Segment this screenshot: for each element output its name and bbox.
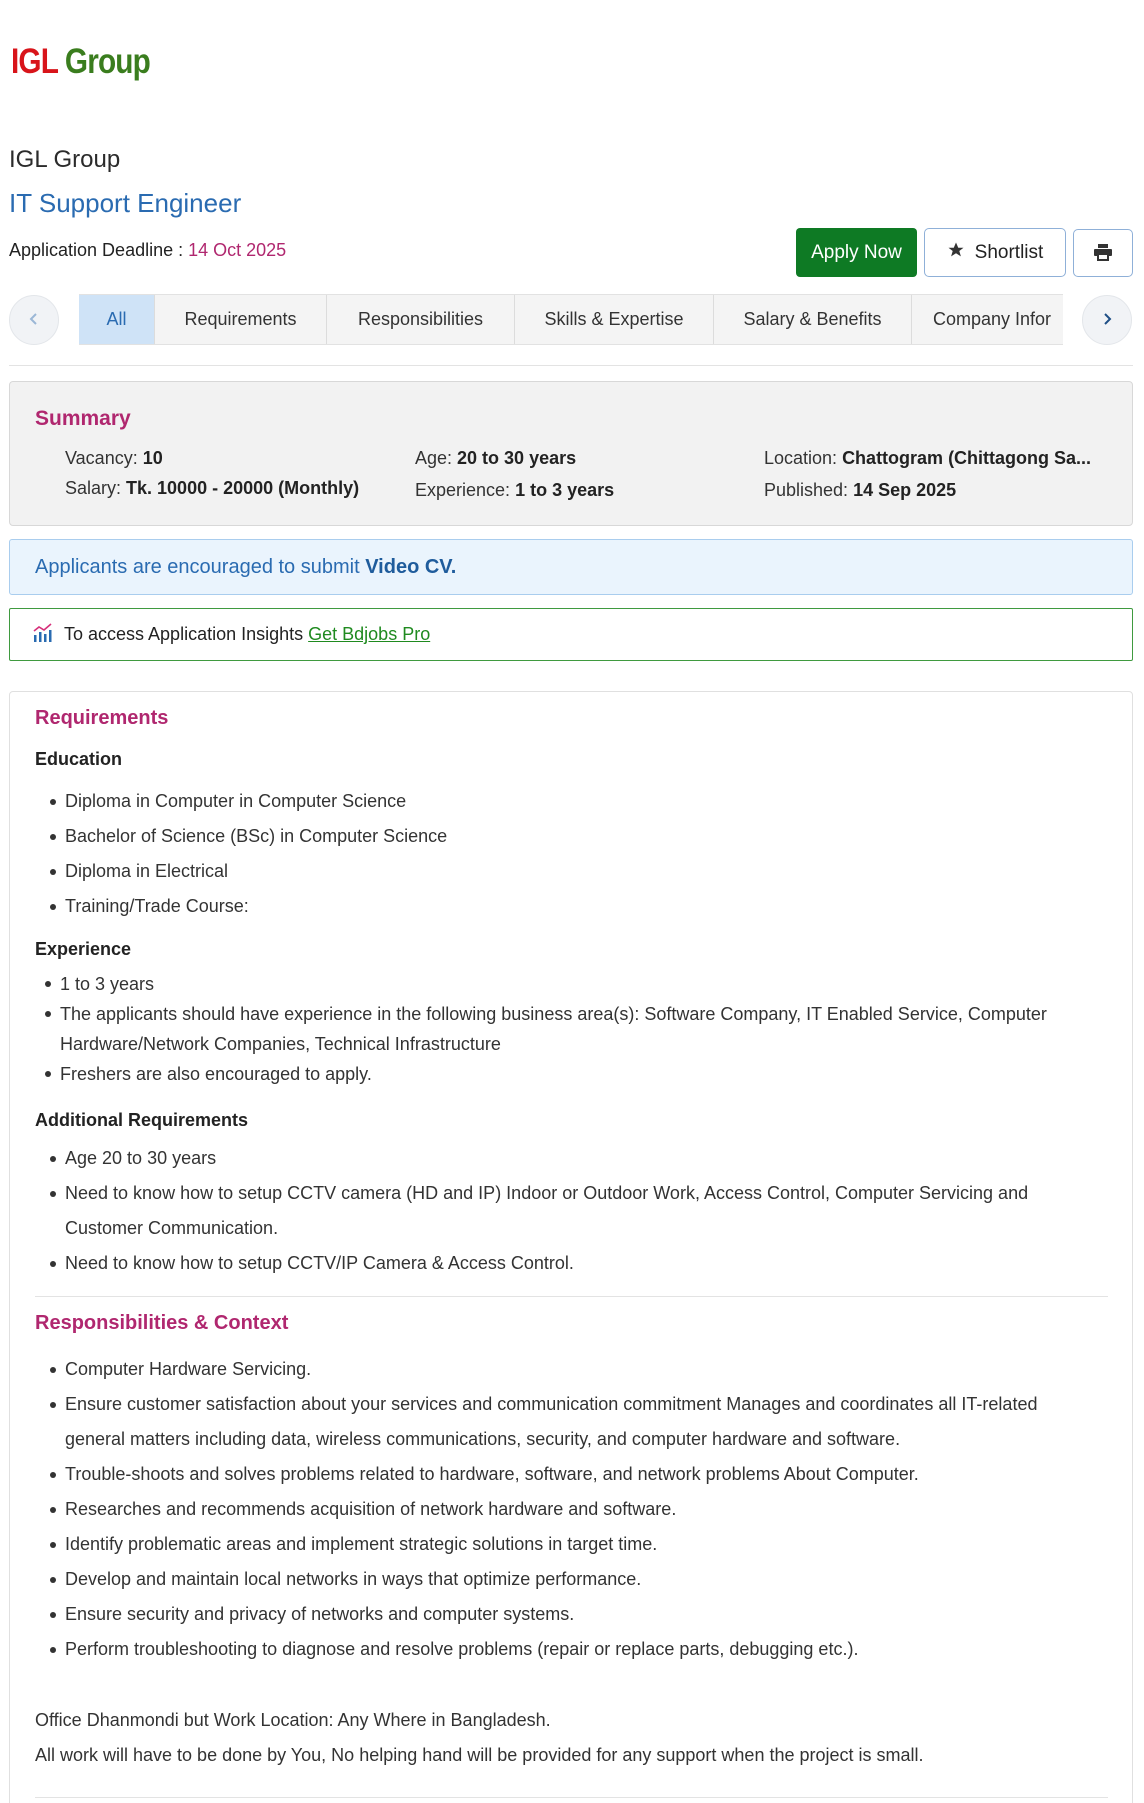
shortlist-label: Shortlist [974, 241, 1044, 263]
company-name: IGL Group [9, 146, 121, 173]
requirements-title: Requirements [35, 707, 169, 729]
summary-title: Summary [35, 407, 131, 430]
print-button[interactable] [1073, 229, 1133, 277]
list-item: Researches and recommends acquisition of network hardware and software. [65, 1492, 676, 1527]
get-bdjobs-pro-link[interactable]: Get Bdjobs Pro [308, 624, 431, 644]
tab-company-info[interactable]: Company Infor [932, 309, 1052, 329]
deadline-label: Application Deadline : [9, 240, 189, 260]
list-item: Diploma in Computer in Computer Science [65, 784, 406, 819]
apply-now-button[interactable]: Apply Now [796, 228, 917, 277]
list-item: Trouble-shoots and solves problems related to hardware, software, and network problems About Computer. [65, 1457, 919, 1492]
work-support-note: All work will have to be done by You, No helping hand will be provided for any support when the project is small. [35, 1745, 924, 1765]
tab-requirements[interactable]: Requirements [155, 295, 327, 344]
chevron-left-icon [27, 310, 41, 331]
tab-responsibilities[interactable]: Responsibilities [327, 295, 515, 344]
list-item-continuation: Hardware/Network Companies, Technical Infrastructure [60, 1034, 501, 1054]
summary-experience: Experience: 1 to 3 years [415, 480, 615, 500]
application-deadline [9, 240, 286, 261]
list-item: Diploma in Electrical [65, 854, 228, 889]
list-item: Develop and maintain local networks in ways that optimize performance. [65, 1562, 641, 1597]
list-item: The applicants should have experience in the following business area(s): Software Company, IT Enabled Service, Computer [60, 999, 1047, 1029]
divider [35, 1797, 1108, 1798]
printer-icon [1093, 243, 1113, 264]
star-icon [947, 241, 965, 265]
list-item: Computer Hardware Servicing. [65, 1352, 311, 1387]
summary-location: Location: Chattogram (Chittagong Sa... [764, 448, 1092, 468]
summary-published: Published: 14 Sep 2025 [764, 480, 957, 500]
tab-salary-benefits[interactable]: Salary & Benefits [714, 295, 912, 344]
company-logo[interactable]: IGL Group [11, 42, 150, 81]
list-item: Need to know how to setup CCTV camera (HD and IP) Indoor or Outdoor Work, Access Control, Computer Servicing and [65, 1176, 1028, 1211]
list-item: Freshers are also encouraged to apply. [60, 1059, 372, 1089]
divider [35, 1296, 1108, 1297]
list-item: Identify problematic areas and implement strategic solutions in target time. [65, 1527, 657, 1562]
additional-requirements-title: Additional Requirements [35, 1110, 249, 1130]
list-item: Need to know how to setup CCTV/IP Camera & Access Control. [65, 1246, 574, 1281]
insights-text: To access Application Insights Get Bdjobs Pro [64, 624, 431, 644]
summary-box [9, 381, 1133, 526]
shortlist-button[interactable] [924, 228, 1066, 277]
tabs-prev-button[interactable] [9, 295, 59, 345]
tab-all[interactable]: All [79, 295, 155, 344]
list-item-continuation: general matters including data, wireless communications, security, and computer hardware and software. [65, 1429, 901, 1449]
tab-skills-expertise[interactable]: Skills & Expertise [515, 295, 714, 344]
section-tabs [79, 294, 1063, 345]
experience-title: Experience [35, 939, 132, 959]
education-title: Education [35, 749, 123, 769]
tabs-next-button[interactable] [1082, 295, 1132, 345]
chevron-right-icon [1100, 310, 1114, 331]
deadline-date: 14 Oct 2025 [188, 240, 287, 260]
list-item-continuation: Customer Communication. [65, 1218, 279, 1238]
summary-vacancy: Vacancy: 10 [65, 448, 163, 468]
work-location-note: Office Dhanmondi but Work Location: Any Where in Bangladesh. [35, 1710, 551, 1730]
list-item: Ensure customer satisfaction about your services and communication commitment Manages and coordinates all IT-related [65, 1387, 1037, 1422]
list-item: Ensure security and privacy of networks and computer systems. [65, 1597, 574, 1632]
list-item: 1 to 3 years [60, 969, 154, 999]
list-item: Training/Trade Course: [65, 889, 249, 924]
job-title: IT Support Engineer [9, 188, 242, 218]
summary-age: Age: 20 to 30 years [415, 448, 577, 468]
divider [9, 365, 1133, 366]
application-insights-banner [9, 608, 1133, 661]
list-item: Perform troubleshooting to diagnose and resolve problems (repair or replace parts, debugging etc.). [65, 1632, 858, 1667]
responsibilities-title: Responsibilities & Context [35, 1312, 289, 1334]
chart-icon [32, 621, 54, 648]
summary-salary: Salary: Tk. 10000 - 20000 (Monthly) [65, 478, 360, 498]
list-item: Age 20 to 30 years [65, 1141, 216, 1176]
list-item: Bachelor of Science (BSc) in Computer Science [65, 819, 447, 854]
video-cv-notice: Applicants are encouraged to submit Video CV. [9, 539, 1133, 595]
